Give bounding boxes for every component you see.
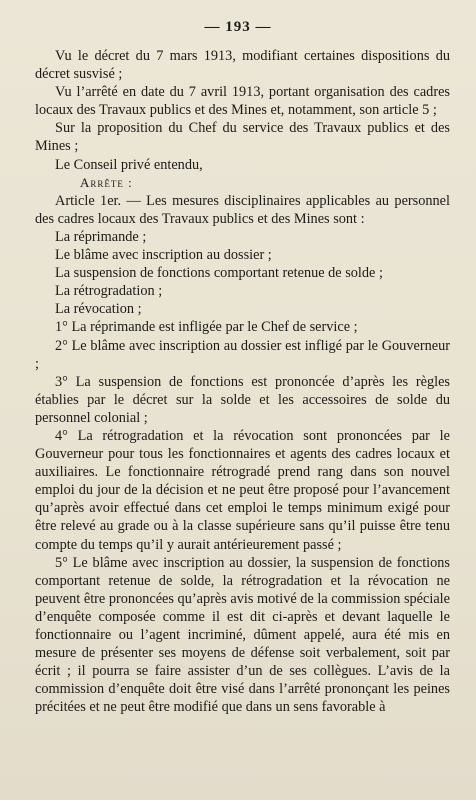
preamble-paragraph: Vu l’arrêté en date du 7 avril 1913, portant organisation des cadres locaux des Travaux publics et des Mines et, notamment, son article 5 ;	[35, 84, 450, 119]
measure-item: La réprimande ;	[55, 228, 147, 245]
body-text	[35, 47, 450, 716]
clause-paragraph: 1° La réprimande est infligée par le Chef de service ;	[55, 319, 358, 336]
preamble-paragraph: Sur la proposition du Chef du service des Travaux publics et des Mines ;	[35, 120, 450, 155]
clause-paragraph: 5° Le blâme avec inscription au dossier, la suspension de fonctions comportant retenue de solde, la rétrogradation et la révocation ne peuvent être prononcées qu’après avis motivé de la commission spéciale d’enquête composée comme il est dit ci-après et devant laquelle le fonctionnaire ou l’agent incriminé, dûment appelé, aura été mis en mesure de présenter ses moyens de défense soit verbalement, soit par écrit ; il pourra se faire assister d’un de ses collègues. L’avis de la commission d’enquête doit être visé dans l’arrêté prononçant les peines précitées et ne peut être modifié que dans un sens favorable à	[35, 554, 450, 716]
measure-item: La révocation ;	[55, 301, 142, 318]
article-intro: Article 1er. — Les mesures disciplinaires applicables au personnel des cadres locaux des Travaux publics et des Mines sont :	[35, 192, 450, 227]
measure-item: Le blâme avec inscription au dossier ;	[55, 247, 272, 264]
clause-paragraph: 4° La rétrogradation et la révocation sont prononcées par le Gouverneur pour tous les fonctionnaires et agents des cadres locaux et auxiliaires. Le fonctionnaire rétrogradé prend rang dans son nouvel emploi du jour de la décision et ne peut être proposé pour l’avancement qu’après avoir effectué dans cet emploi le temps minimum exigé pour être relevé au grade ou à la classe supérieure sans qu’il puisse être tenu compte du temps qu’il y aurait antérieurement passé ;	[35, 427, 450, 553]
page-number: — 193 —	[204, 19, 272, 35]
measure-item: La suspension de fonctions comportant retenue de solde ;	[55, 265, 383, 282]
preamble-paragraph: Vu le décret du 7 mars 1913, modifiant certaines dispositions du décret susvisé ;	[35, 48, 450, 83]
preamble-paragraph: Le Conseil privé entendu,	[55, 156, 203, 173]
measure-item: La rétrogradation ;	[55, 283, 163, 300]
clause-paragraph: 3° La suspension de fonctions est prononcée d’après les règles établies par le décret sur la solde et les accessoires de solde du personnel colonial ;	[35, 373, 450, 426]
clause-paragraph: 2° Le blâme avec inscription au dossier est infligé par le Gouverneur ;	[35, 337, 450, 372]
decree-heading: Arrête :	[80, 174, 133, 190]
